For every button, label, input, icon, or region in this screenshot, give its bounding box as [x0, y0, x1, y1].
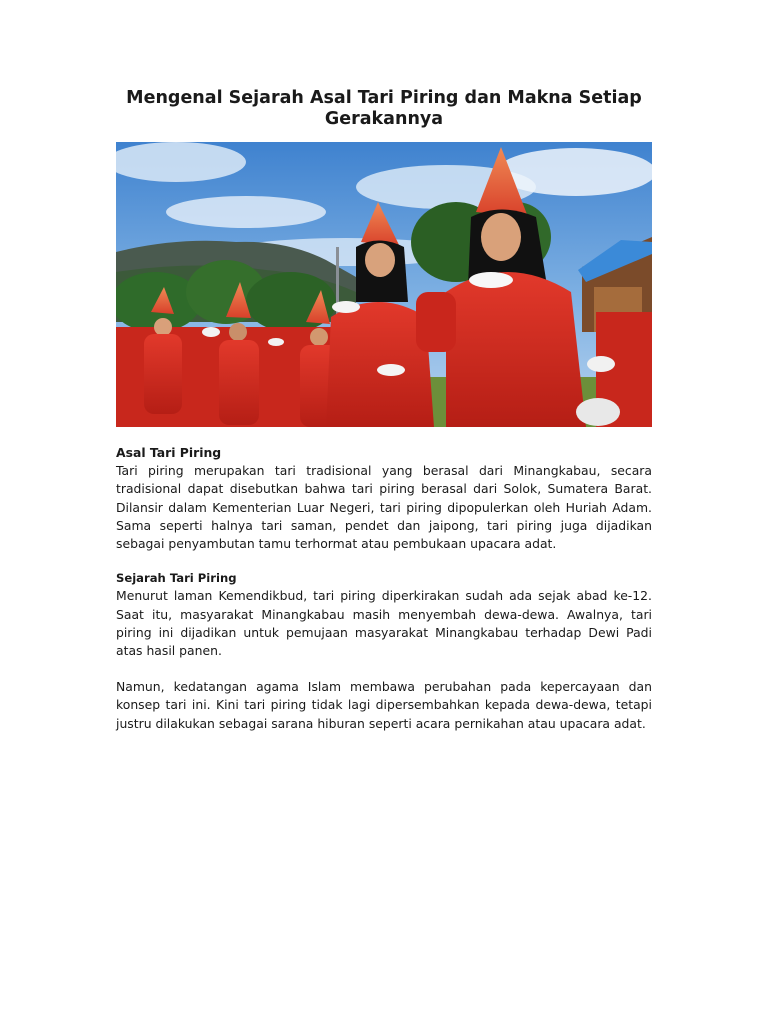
section-heading-asal: Asal Tari Piring: [116, 445, 222, 460]
paragraph-sejarah-2: Namun, kedatangan agama Islam membawa perubahan pada kepercayaan dan konsep tari ini. Kini tari piring tidak lagi dipersembahkan kepada dewa-dewa, tetapi justru dilakukan sebagai sarana hiburan seperti acara pernikahan atau upacara adat.: [116, 679, 652, 731]
section-heading-sejarah: Sejarah Tari Piring: [116, 571, 237, 586]
document-body: [116, 444, 652, 733]
tari-piring-dancers-photo: [116, 142, 652, 427]
document-title: Mengenal Sejarah Asal Tari Piring dan Makna Setiap Gerakannya: [126, 88, 642, 129]
paragraph-sejarah-1: Menurut laman Kemendikbud, tari piring diperkirakan sudah ada sejak abad ke-12. Saat itu, masyarakat Minangkabau masih menyembah dewa-dewa. Awalnya, tari piring ini dijadikan untuk pemujaan masyarakat Minangkabau terhadap Dewi Padi atas hasil panen.: [116, 588, 652, 659]
paragraph-asal-1: Tari piring merupakan tari tradisional yang berasal dari Minangkabau, secara tradisional dapat disebutkan bahwa tari piring berasal dari Solok, Sumatera Barat. Dilansir dalam Kementerian Luar Negeri, tari piring dipopulerkan oleh Huriah Adam. Sama seperti halnya tari saman, pendet dan jaipong, tari piring juga dijadikan sebagai penyambutan tamu terhormat atau pembukaan upacara adat.: [116, 463, 652, 552]
photo-illustration: [116, 142, 652, 427]
